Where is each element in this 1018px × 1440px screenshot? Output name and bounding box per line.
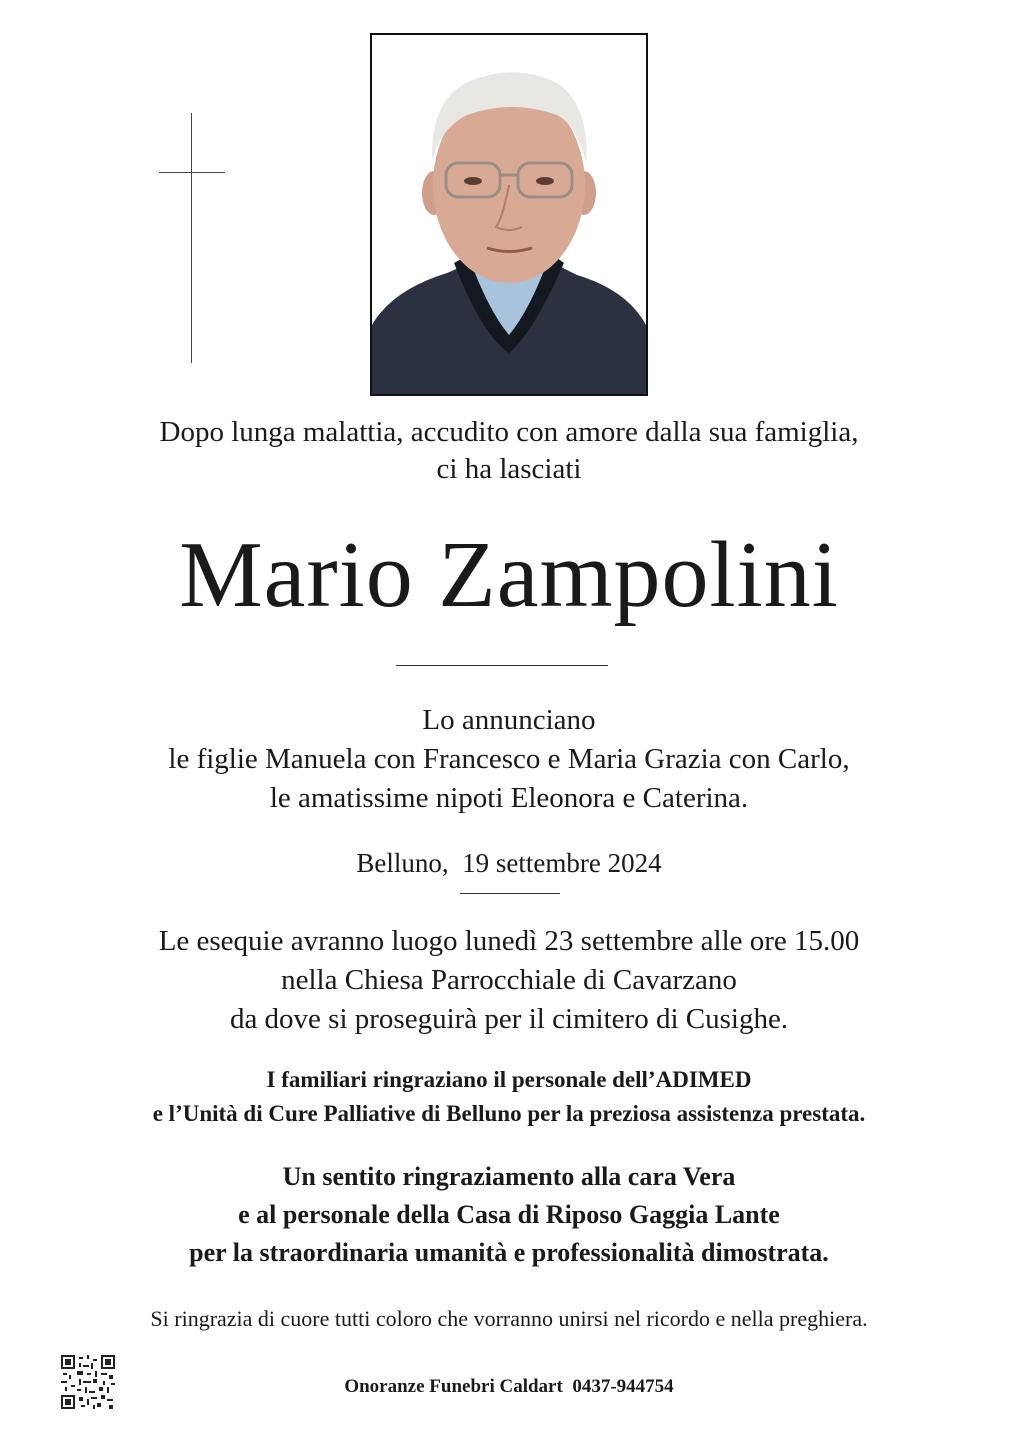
thanks-vera-line-2: e al personale della Casa di Riposo Gaggia Lante (238, 1200, 780, 1229)
place-date-text: Belluno, 19 settembre 2024 (356, 848, 662, 878)
funeral-line-1: Le esequie avranno luogo lunedì 23 settembre alle ore 15.00 (158, 925, 860, 957)
divider-rule (396, 665, 608, 666)
intro-line-2: ci ha lasciati (436, 453, 582, 485)
announcement-text (0, 701, 1018, 818)
funeral-line-2: nella Chiesa Parrocchiale di Cavarzano (281, 964, 737, 996)
funeral-home-text: Onoranze Funebri Caldart 0437-944754 (344, 1376, 674, 1397)
thanks-adimed-line-2: e l’Unità di Cure Palliative di Belluno per la preziosa assistenza prestata. (152, 1101, 866, 1126)
cross-vertical-bar (191, 113, 192, 363)
funeral-line-3: da dove si proseguirà per il cimitero di Cusighe. (229, 1003, 789, 1035)
thanks-adimed-line-1: I familiari ringraziano il personale dell’ADIMED (266, 1067, 752, 1092)
deceased-name: Mario Zampolini (179, 523, 839, 627)
intro-text (0, 414, 1018, 488)
thanks-vera (0, 1158, 1018, 1272)
funeral-home-footer (0, 1374, 1018, 1400)
place-date (0, 846, 1018, 880)
thanks-vera-line-3: per la straordinaria umanità e professionalità dimostrata. (189, 1238, 829, 1267)
announcement-line-1: Lo annunciano (422, 704, 596, 736)
date-underline (460, 893, 560, 894)
thanks-adimed (0, 1063, 1018, 1131)
announcement-line-3: le amatissime nipoti Eleonora e Caterina. (269, 782, 749, 814)
cross-horizontal-bar (159, 172, 225, 173)
portrait-photo (370, 33, 648, 396)
intro-line-1: Dopo lunga malattia, accudito con amore dalla sua famiglia, (159, 416, 859, 448)
thanks-vera-line-1: Un sentito ringraziamento alla cara Vera (282, 1162, 736, 1191)
funeral-details (0, 922, 1018, 1039)
closing-text: Si ringrazia di cuore tutti coloro che vorranno unirsi nel ricordo e nella preghiera. (150, 1306, 868, 1331)
announcement-line-2: le figlie Manuela con Francesco e Maria Grazia con Carlo, (168, 743, 850, 775)
